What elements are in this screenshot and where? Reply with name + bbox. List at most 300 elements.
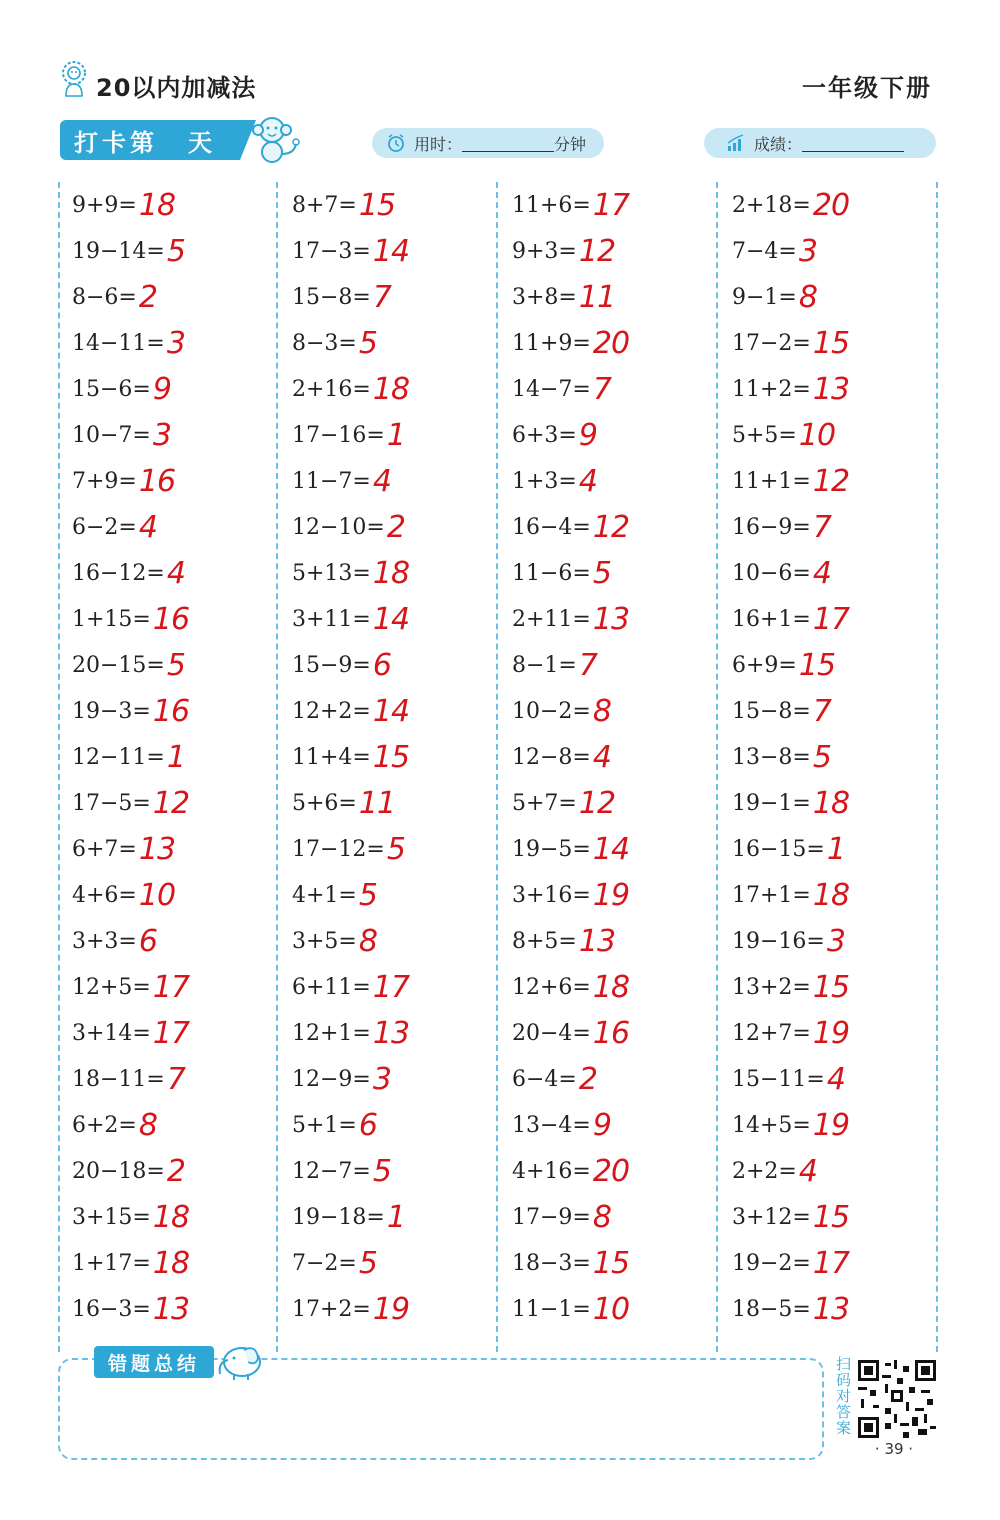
problem-item (512, 366, 611, 412)
equation: 3+12= (732, 1204, 811, 1230)
scan-answers-label: 扫码对答案 (836, 1355, 852, 1437)
problem-item (732, 366, 849, 412)
problem-item (732, 1102, 849, 1148)
equation: 12−9= (292, 1066, 371, 1092)
handwritten-answer: 15 (812, 325, 850, 361)
problem-item (732, 780, 849, 826)
equation: 11−7= (292, 468, 371, 494)
handwritten-answer: 5 (358, 877, 377, 913)
score-blank (802, 135, 904, 152)
handwritten-answer: 1 (826, 831, 845, 867)
equation: 4+16= (512, 1158, 591, 1184)
problem-item (732, 734, 831, 780)
equation: 13+2= (732, 974, 811, 1000)
problem-item (292, 596, 409, 642)
equation: 15−9= (292, 652, 371, 678)
handwritten-answer: 10 (138, 877, 176, 913)
equation: 2+16= (292, 376, 371, 402)
equation: 9−1= (732, 284, 797, 310)
problem-item (72, 1148, 185, 1194)
problem-item (292, 228, 409, 274)
handwritten-answer: 8 (798, 279, 817, 315)
equation: 16−9= (732, 514, 811, 540)
handwritten-answer: 13 (578, 923, 616, 959)
time-unit: 分钟 (554, 134, 587, 154)
handwritten-answer: 3 (166, 325, 185, 361)
equation: 19−16= (732, 928, 825, 954)
handwritten-answer: 15 (798, 647, 836, 683)
equation: 2+18= (732, 192, 811, 218)
equation: 16−4= (512, 514, 591, 540)
handwritten-answer: 13 (152, 1291, 190, 1327)
problem-item (72, 458, 175, 504)
handwritten-answer: 10 (798, 417, 836, 453)
problem-item (72, 1102, 157, 1148)
problem-item (512, 642, 597, 688)
equation: 8+5= (512, 928, 577, 954)
problem-item (72, 872, 175, 918)
problem-item (292, 1102, 377, 1148)
handwritten-answer: 8 (358, 923, 377, 959)
problem-item (72, 504, 157, 550)
equation: 12−11= (72, 744, 165, 770)
problem-item (292, 274, 391, 320)
handwritten-answer: 18 (812, 877, 850, 913)
problem-item (292, 412, 405, 458)
problem-item (732, 688, 831, 734)
handwritten-answer: 7 (166, 1061, 185, 1097)
handwritten-answer: 18 (812, 785, 850, 821)
equation: 17−12= (292, 836, 385, 862)
problem-item (292, 320, 377, 366)
problem-item (292, 504, 405, 550)
equation: 16−12= (72, 560, 165, 586)
problem-item (72, 550, 185, 596)
problem-item (732, 1194, 849, 1240)
problem-item (512, 872, 629, 918)
problem-item (292, 366, 409, 412)
problem-item (72, 412, 171, 458)
problem-item (292, 1056, 391, 1102)
handwritten-answer: 2 (138, 279, 157, 315)
time-blank (462, 135, 554, 152)
handwritten-answer: 15 (812, 1199, 850, 1235)
problem-column-1 (58, 182, 278, 1352)
equation: 17−3= (292, 238, 371, 264)
problem-item (72, 366, 171, 412)
handwritten-answer: 15 (358, 187, 396, 223)
problem-item (732, 1056, 845, 1102)
equation: 17−5= (72, 790, 151, 816)
problem-item (732, 1010, 849, 1056)
equation: 11−1= (512, 1296, 591, 1322)
problem-item (512, 688, 611, 734)
problem-item (292, 1010, 409, 1056)
handwritten-answer: 12 (578, 785, 616, 821)
problem-column-2 (278, 182, 498, 1352)
handwritten-answer: 11 (578, 279, 616, 315)
handwritten-answer: 4 (812, 555, 831, 591)
problem-item (292, 1148, 391, 1194)
handwritten-answer: 15 (592, 1245, 630, 1281)
equation: 17−2= (732, 330, 811, 356)
equation: 3+14= (72, 1020, 151, 1046)
problem-item (732, 872, 849, 918)
problem-item (512, 826, 629, 872)
handwritten-answer: 9 (592, 1107, 611, 1143)
problem-item (512, 182, 629, 228)
equation: 11+9= (512, 330, 591, 356)
problem-item (512, 1056, 597, 1102)
handwritten-answer: 18 (138, 187, 176, 223)
handwritten-answer: 17 (152, 1015, 190, 1051)
punch-card-label: 打卡第 (74, 128, 158, 157)
problem-item (72, 228, 185, 274)
handwritten-answer: 12 (578, 233, 616, 269)
equation: 18−3= (512, 1250, 591, 1276)
handwritten-answer: 16 (152, 693, 190, 729)
equation: 12−8= (512, 744, 591, 770)
handwritten-answer: 3 (798, 233, 817, 269)
equation: 6+11= (292, 974, 371, 1000)
handwritten-answer: 7 (812, 693, 831, 729)
problem-item (732, 228, 817, 274)
equation: 20−4= (512, 1020, 591, 1046)
handwritten-answer: 8 (592, 1199, 611, 1235)
problem-item (732, 1148, 817, 1194)
problem-item (72, 274, 157, 320)
equation: 12+5= (72, 974, 151, 1000)
equation: 19−14= (72, 238, 165, 264)
equation: 19−3= (72, 698, 151, 724)
equation: 11+6= (512, 192, 591, 218)
monkey-icon (248, 114, 304, 166)
equation: 19−1= (732, 790, 811, 816)
handwritten-answer: 7 (578, 647, 597, 683)
handwritten-answer: 12 (592, 509, 630, 545)
equation: 9+9= (72, 192, 137, 218)
handwritten-answer: 1 (166, 739, 185, 775)
equation: 4+1= (292, 882, 357, 908)
problem-item (512, 1194, 611, 1240)
handwritten-answer: 16 (592, 1015, 630, 1051)
handwritten-answer: 4 (578, 463, 597, 499)
problem-item (512, 1010, 629, 1056)
handwritten-answer: 1 (386, 417, 405, 453)
equation: 16−15= (732, 836, 825, 862)
problem-item (512, 1240, 629, 1286)
equation: 16+1= (732, 606, 811, 632)
problem-item (512, 780, 615, 826)
equation: 5+6= (292, 790, 357, 816)
problem-item (292, 872, 377, 918)
problem-item (732, 320, 849, 366)
handwritten-answer: 9 (578, 417, 597, 453)
handwritten-answer: 17 (812, 601, 850, 637)
problem-item (732, 504, 831, 550)
problem-item (732, 550, 831, 596)
lion-icon (58, 60, 90, 98)
equation: 14+5= (732, 1112, 811, 1138)
equation: 4+6= (72, 882, 137, 908)
handwritten-answer: 8 (138, 1107, 157, 1143)
equation: 1+15= (72, 606, 151, 632)
handwritten-answer: 1 (386, 1199, 405, 1235)
handwritten-answer: 13 (592, 601, 630, 637)
problem-item (732, 918, 845, 964)
problem-item (292, 1194, 405, 1240)
equation: 20−15= (72, 652, 165, 678)
equation: 9+3= (512, 238, 577, 264)
equation: 2+11= (512, 606, 591, 632)
problem-item (72, 1286, 189, 1332)
equation: 12+2= (292, 698, 371, 724)
equation: 12+6= (512, 974, 591, 1000)
handwritten-answer: 19 (592, 877, 630, 913)
equation: 19−5= (512, 836, 591, 862)
equation: 12+1= (292, 1020, 371, 1046)
alarm-clock-icon (386, 133, 406, 153)
equation: 1+17= (72, 1250, 151, 1276)
equation: 2+2= (732, 1158, 797, 1184)
problem-item (732, 182, 849, 228)
handwritten-answer: 17 (372, 969, 410, 1005)
problem-item (512, 274, 615, 320)
handwritten-answer: 10 (592, 1291, 630, 1327)
problem-item (512, 504, 629, 550)
equation: 6−4= (512, 1066, 577, 1092)
problem-item (512, 320, 629, 366)
handwritten-answer: 8 (592, 693, 611, 729)
equation: 13−4= (512, 1112, 591, 1138)
handwritten-answer: 7 (812, 509, 831, 545)
handwritten-answer: 9 (152, 371, 171, 407)
grid-right-border (936, 182, 938, 1352)
problem-item (512, 1102, 611, 1148)
handwritten-answer: 4 (138, 509, 157, 545)
equation: 15−6= (72, 376, 151, 402)
equation: 6+9= (732, 652, 797, 678)
bar-chart-icon (726, 133, 746, 153)
equation: 18−5= (732, 1296, 811, 1322)
handwritten-answer: 14 (372, 601, 410, 637)
equation: 15−8= (732, 698, 811, 724)
equation: 14−11= (72, 330, 165, 356)
handwritten-answer: 13 (138, 831, 176, 867)
handwritten-answer: 5 (166, 647, 185, 683)
handwritten-answer: 16 (138, 463, 176, 499)
handwritten-answer: 3 (826, 923, 845, 959)
problem-item (292, 1240, 377, 1286)
problem-item (72, 688, 189, 734)
equation: 11−6= (512, 560, 591, 586)
handwritten-answer: 6 (358, 1107, 377, 1143)
problem-item (512, 412, 597, 458)
equation: 8−6= (72, 284, 137, 310)
mistake-summary-label: 错题总结 (94, 1346, 214, 1378)
handwritten-answer: 12 (812, 463, 850, 499)
problem-item (512, 550, 611, 596)
equation: 12−7= (292, 1158, 371, 1184)
handwritten-answer: 14 (372, 233, 410, 269)
equation: 7+9= (72, 468, 137, 494)
equation: 3+3= (72, 928, 137, 954)
handwritten-answer: 5 (358, 1245, 377, 1281)
problem-item (72, 1010, 189, 1056)
equation: 10−7= (72, 422, 151, 448)
problem-item (72, 642, 185, 688)
equation: 11+2= (732, 376, 811, 402)
handwritten-answer: 20 (812, 187, 850, 223)
problem-item (512, 596, 629, 642)
equation: 19−18= (292, 1204, 385, 1230)
equation: 7−2= (292, 1250, 357, 1276)
equation: 11+1= (732, 468, 811, 494)
qr-code[interactable] (858, 1360, 936, 1438)
handwritten-answer: 20 (592, 325, 630, 361)
equation: 7−4= (732, 238, 797, 264)
equation: 8−1= (512, 652, 577, 678)
handwritten-answer: 17 (812, 1245, 850, 1281)
handwritten-answer: 6 (138, 923, 157, 959)
handwritten-answer: 13 (372, 1015, 410, 1051)
score-field (704, 128, 936, 158)
handwritten-answer: 17 (152, 969, 190, 1005)
problem-grid (58, 182, 938, 1360)
equation: 5+5= (732, 422, 797, 448)
handwritten-answer: 14 (592, 831, 630, 867)
handwritten-answer: 5 (386, 831, 405, 867)
handwritten-answer: 15 (812, 969, 850, 1005)
equation: 17−9= (512, 1204, 591, 1230)
equation: 6−2= (72, 514, 137, 540)
problem-item (292, 458, 391, 504)
handwritten-answer: 11 (358, 785, 396, 821)
problem-item (72, 182, 175, 228)
handwritten-answer: 19 (812, 1015, 850, 1051)
problem-item (512, 458, 597, 504)
handwritten-answer: 4 (372, 463, 391, 499)
problem-item (732, 1240, 849, 1286)
handwritten-answer: 18 (372, 555, 410, 591)
problem-item (72, 780, 189, 826)
equation: 11+4= (292, 744, 371, 770)
problem-column-4 (718, 182, 938, 1352)
equation: 16−3= (72, 1296, 151, 1322)
problem-item (732, 1286, 849, 1332)
problem-item (732, 964, 849, 1010)
grade-label: 一年级下册 (802, 74, 932, 102)
equation: 6+3= (512, 422, 577, 448)
problem-item (732, 274, 817, 320)
handwritten-answer: 12 (152, 785, 190, 821)
book-title: 20以内加减法 (96, 74, 257, 102)
equation: 15−11= (732, 1066, 825, 1092)
page-number: · 39 · (874, 1440, 914, 1458)
problem-item (292, 964, 409, 1010)
problem-item (72, 1056, 185, 1102)
problem-item (292, 918, 377, 964)
handwritten-answer: 4 (798, 1153, 817, 1189)
handwritten-answer: 17 (592, 187, 630, 223)
handwritten-answer: 16 (152, 601, 190, 637)
problem-item (292, 550, 409, 596)
elephant-icon (214, 1340, 268, 1382)
equation: 8−3= (292, 330, 357, 356)
equation: 18−11= (72, 1066, 165, 1092)
problem-item (72, 918, 157, 964)
problem-item (292, 688, 409, 734)
problem-item (72, 826, 175, 872)
problem-item (732, 642, 835, 688)
handwritten-answer: 4 (166, 555, 185, 591)
equation: 17+2= (292, 1296, 371, 1322)
equation: 6+2= (72, 1112, 137, 1138)
handwritten-answer: 19 (812, 1107, 850, 1143)
problem-item (732, 596, 849, 642)
problem-item (72, 596, 189, 642)
handwritten-answer: 5 (166, 233, 185, 269)
equation: 3+5= (292, 928, 357, 954)
time-field (372, 128, 604, 158)
handwritten-answer: 2 (166, 1153, 185, 1189)
equation: 5+7= (512, 790, 577, 816)
punch-card-banner (60, 120, 240, 160)
problem-item (72, 964, 189, 1010)
equation: 17−16= (292, 422, 385, 448)
handwritten-answer: 3 (152, 417, 171, 453)
equation: 1+3= (512, 468, 577, 494)
problem-item (512, 228, 615, 274)
equation: 3+16= (512, 882, 591, 908)
handwritten-answer: 6 (372, 647, 391, 683)
handwritten-answer: 5 (372, 1153, 391, 1189)
problem-item (292, 642, 391, 688)
equation: 20−18= (72, 1158, 165, 1184)
equation: 10−2= (512, 698, 591, 724)
time-label: 用时： (414, 134, 463, 154)
equation: 8+7= (292, 192, 357, 218)
problem-item (512, 964, 629, 1010)
equation: 5+13= (292, 560, 371, 586)
score-label: 成绩： (754, 134, 803, 154)
equation: 15−8= (292, 284, 371, 310)
handwritten-answer: 13 (812, 1291, 850, 1327)
equation: 5+1= (292, 1112, 357, 1138)
problem-item (72, 734, 185, 780)
problem-item (732, 412, 835, 458)
problem-item (512, 734, 611, 780)
equation: 12+7= (732, 1020, 811, 1046)
handwritten-answer: 18 (152, 1199, 190, 1235)
handwritten-answer: 7 (372, 279, 391, 315)
equation: 17+1= (732, 882, 811, 908)
handwritten-answer: 7 (592, 371, 611, 407)
handwritten-answer: 15 (372, 739, 410, 775)
handwritten-answer: 2 (578, 1061, 597, 1097)
problem-item (292, 780, 395, 826)
equation: 3+8= (512, 284, 577, 310)
handwritten-answer: 5 (812, 739, 831, 775)
equation: 3+15= (72, 1204, 151, 1230)
problem-column-3 (498, 182, 718, 1352)
handwritten-answer: 14 (372, 693, 410, 729)
handwritten-answer: 3 (372, 1061, 391, 1097)
problem-item (72, 320, 185, 366)
handwritten-answer: 4 (826, 1061, 845, 1097)
problem-item (292, 826, 405, 872)
handwritten-answer: 18 (592, 969, 630, 1005)
